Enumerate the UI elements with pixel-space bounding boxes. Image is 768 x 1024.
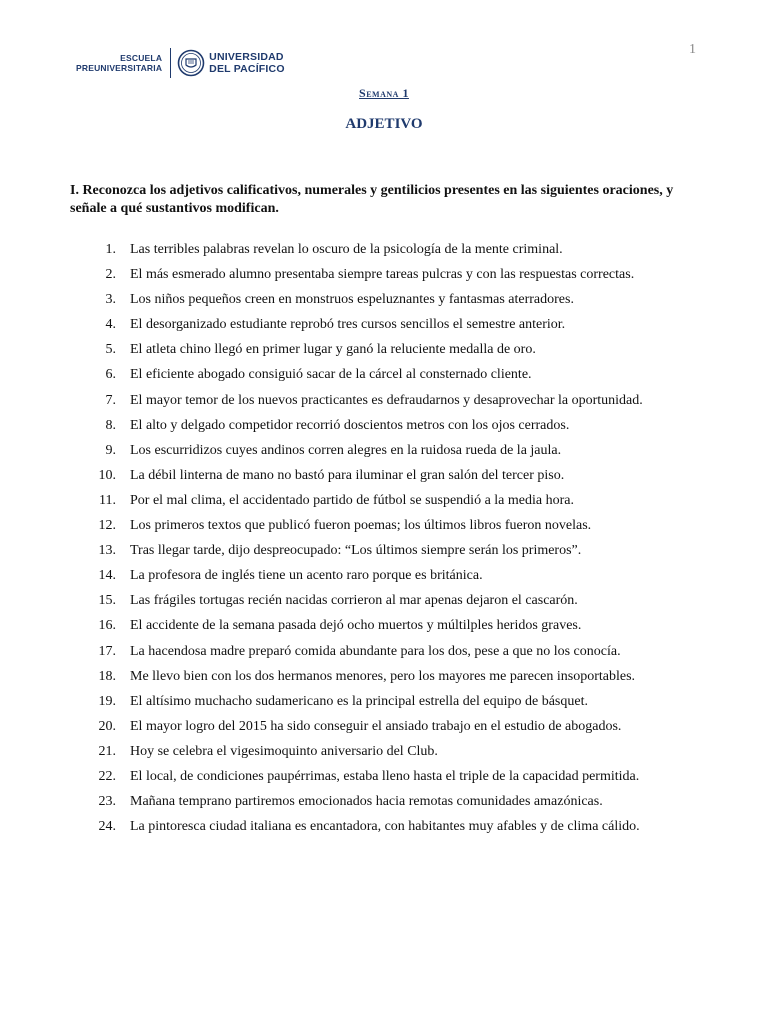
list-item-number: 10. xyxy=(98,467,116,483)
list-item-text: El eficiente abogado consiguió sacar de la cárcel al consternado cliente. xyxy=(130,367,532,383)
list-item-text: La profesora de inglés tiene un acento raro porque es británica. xyxy=(130,568,483,584)
list-item-number: 24. xyxy=(98,819,116,835)
list-item-text: El altísimo muchacho sudamericano es la principal estrella del equipo de básquet. xyxy=(130,693,588,709)
list-item-number: 1. xyxy=(105,242,116,257)
list-item xyxy=(86,667,726,692)
list-item xyxy=(86,692,726,717)
list-item-number: 16. xyxy=(98,618,116,634)
list-item-text: Las terribles palabras revelan lo oscuro de la psicología de la mente criminal. xyxy=(130,242,563,257)
list-item-text: El atleta chino llegó en primer lugar y ganó la reluciente medalla de oro. xyxy=(130,342,536,358)
list-item xyxy=(86,717,726,742)
list-item-number: 7. xyxy=(105,392,116,408)
list-item-text: Hoy se celebra el vigesimoquinto aniversario del Club. xyxy=(130,743,438,759)
list-item-text: El desorganizado estudiante reprobó tres cursos sencillos el semestre anterior. xyxy=(130,317,566,333)
list-item-text: El mayor logro del 2015 ha sido conseguir el ansiado trabajo en el estudio de abogados. xyxy=(130,718,622,734)
list-item-number: 13. xyxy=(98,543,116,559)
list-item-number: 2. xyxy=(105,267,116,283)
list-item-number: 6. xyxy=(105,367,116,383)
list-item xyxy=(86,516,726,541)
list-item xyxy=(86,466,726,491)
list-item-text: El accidente de la semana pasada dejó ocho muertos y múltilples heridos graves. xyxy=(130,618,582,634)
list-item xyxy=(86,365,726,390)
list-item xyxy=(86,566,726,591)
list-item xyxy=(86,642,726,667)
list-item-text: El más esmerado alumno presentaba siempre tareas pulcras y con las respuestas correctas. xyxy=(130,267,635,283)
list-item-number: 5. xyxy=(105,342,116,358)
list-item-text: Los niños pequeños creen en monstruos espeluznantes y fantasmas aterradores. xyxy=(130,292,574,308)
list-item-text: Por el mal clima, el accidentado partido de fútbol se suspendió a la media hora. xyxy=(130,492,574,508)
list-item-text: La hacendosa madre preparó comida abundante para los dos, pese a que no los conocía. xyxy=(130,643,621,659)
list-item-number: 23. xyxy=(98,794,116,810)
list-item-number: 3. xyxy=(105,292,116,308)
university-seal-icon xyxy=(177,49,205,77)
page-number: 1 xyxy=(689,42,696,57)
list-item xyxy=(86,391,726,416)
list-item xyxy=(86,340,726,365)
list-item xyxy=(86,742,726,767)
list-item-text: Los escurridizos cuyes andinos corren alegres en la ruidosa rueda de la jaula. xyxy=(130,442,562,458)
list-item-number: 9. xyxy=(105,442,116,458)
logo-univ-line1: UNIVERSIDAD xyxy=(209,51,284,63)
list-item-text: Mañana temprano partiremos emocionados hacia remotas comunidades amazónicas. xyxy=(130,794,603,810)
list-item-text: La pintoresca ciudad italiana es encantadora, con habitantes muy afables y de clima cálido. xyxy=(130,819,640,835)
list-item xyxy=(86,591,726,616)
list-item-text: El mayor temor de los nuevos practicantes es defraudarnos y desaprovechar la oportunidad. xyxy=(130,392,643,408)
list-item-number: 14. xyxy=(98,568,116,584)
sentence-list xyxy=(86,240,726,842)
logo-univ-line2: DEL PACÍFICO xyxy=(209,63,285,75)
list-item-text: El local, de condiciones paupérrimas, estaba lleno hasta el triple de la capacidad permitida. xyxy=(130,768,640,784)
list-item-text: Las frágiles tortugas recién nacidas corrieron al mar apenas dejaron el cascarón. xyxy=(130,593,578,609)
list-item xyxy=(86,441,726,466)
list-item-number: 17. xyxy=(98,643,116,659)
instruction-text: I. Reconozca los adjetivos calificativos, numerales y gentilicios presentes en las siguientes oraciones, y señale a qué sustantivos modifican. xyxy=(70,183,674,216)
list-item xyxy=(86,290,726,315)
list-item xyxy=(86,541,726,566)
list-item xyxy=(86,265,726,290)
week-heading: Semana 1 xyxy=(359,86,409,100)
logo-school-line1: ESCUELA xyxy=(120,53,163,63)
list-item xyxy=(86,315,726,340)
list-item xyxy=(86,416,726,441)
list-item xyxy=(86,491,726,516)
list-item-number: 21. xyxy=(98,743,116,759)
list-item xyxy=(86,767,726,792)
page-title: ADJETIVO xyxy=(345,116,423,132)
university-logo xyxy=(76,46,285,80)
list-item xyxy=(86,792,726,817)
list-item-number: 18. xyxy=(98,668,116,684)
list-item-number: 4. xyxy=(105,317,116,333)
logo-school-line2: PREUNIVERSITARIA xyxy=(76,63,163,73)
logo-university-text xyxy=(209,51,285,75)
list-item-number: 11. xyxy=(99,492,116,508)
list-item-text: Los primeros textos que publicó fueron poemas; los últimos libros fueron novelas. xyxy=(130,518,592,534)
list-item-number: 19. xyxy=(98,693,116,709)
list-item-number: 15. xyxy=(98,593,116,609)
list-item xyxy=(86,817,726,842)
list-item-number: 8. xyxy=(105,417,116,433)
list-item-number: 12. xyxy=(98,518,116,534)
list-item-text: La débil linterna de mano no bastó para iluminar el gran salón del tercer piso. xyxy=(130,467,565,483)
list-item xyxy=(86,240,726,265)
logo-school-text xyxy=(76,53,170,73)
list-item-number: 20. xyxy=(98,718,116,734)
list-item-text: Me llevo bien con los dos hermanos menores, pero los mayores me parecen insoportables. xyxy=(130,668,636,684)
list-item xyxy=(86,616,726,641)
logo-divider xyxy=(170,48,171,78)
list-item-text: El alto y delgado competidor recorrió doscientos metros con los ojos cerrados. xyxy=(130,417,570,433)
list-item-number: 22. xyxy=(98,768,116,784)
list-item-text: Tras llegar tarde, dijo despreocupado: “Los últimos siempre serán los primeros”. xyxy=(130,543,582,559)
